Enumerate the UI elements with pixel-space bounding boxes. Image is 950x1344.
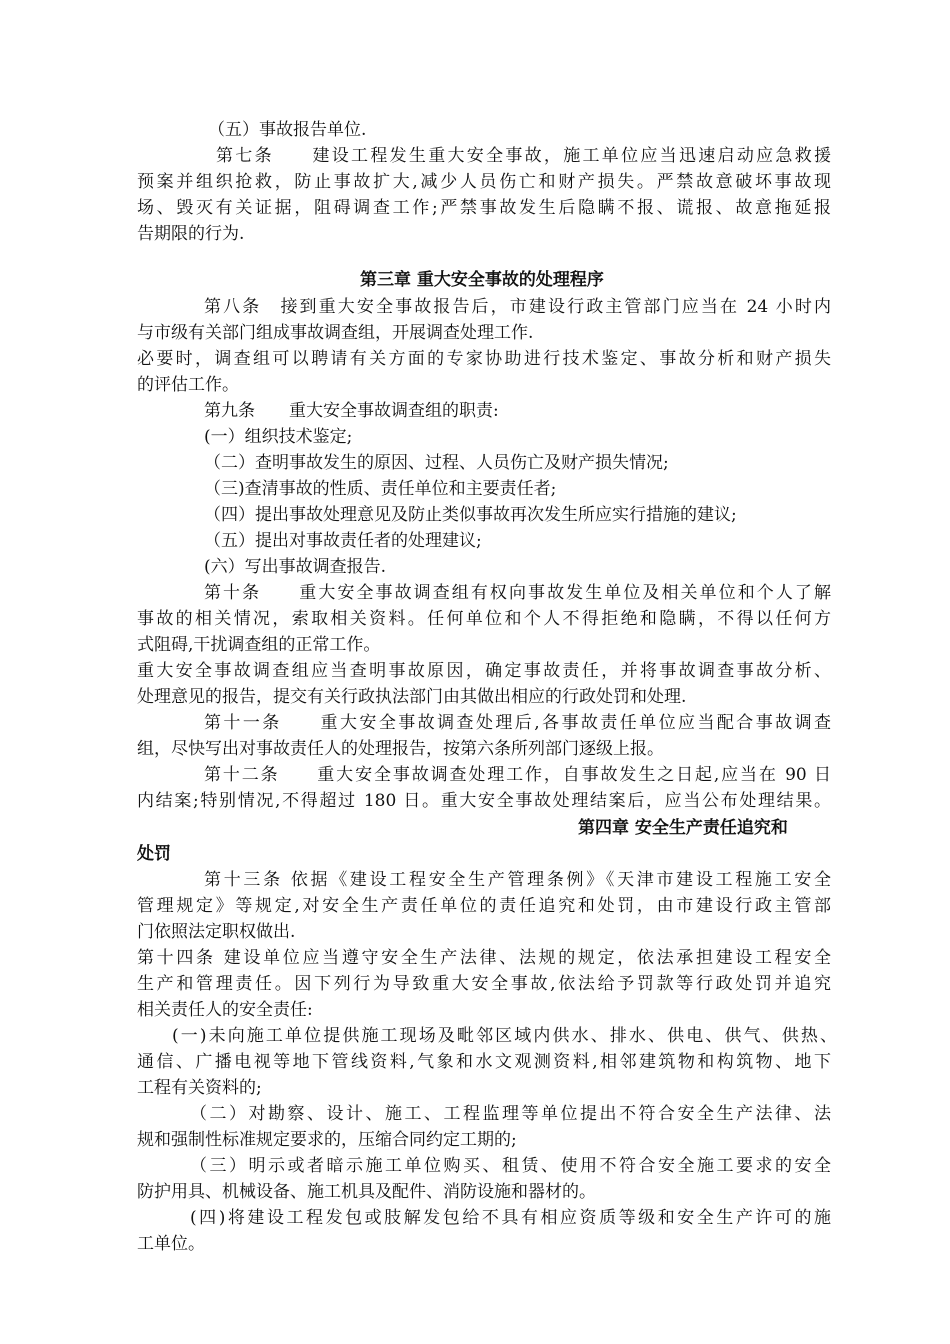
paragraph-line: 通信、广播电视等地下管线资料,气象和水文观测资料,相邻建筑物和构筑物、地下 (137, 1052, 831, 1072)
paragraph-line: 工程有关资料的; (137, 1078, 262, 1098)
chapter-4-heading: 第四章 安全生产责任追究和 (578, 818, 788, 838)
paragraph-line: 门依照法定职权做出. (137, 922, 296, 942)
list-item: (六）写出事故调查报告. (204, 557, 387, 577)
paragraph-line: 处理意见的报告，提交有关行政执法部门由其做出相应的行政处罚和处理. (137, 687, 687, 707)
article-10-line: 第十条 重大安全事故调查组有权向事故发生单位及相关单位和个人了解 (204, 583, 831, 603)
paragraph-line: 的评估工作。 (137, 375, 239, 395)
list-item: (一)未向施工单位提供施工现场及毗邻区域内供水、排水、供电、供气、供热、 (172, 1026, 837, 1046)
paragraph-line: 生产和管理责任。因下列行为导致重大安全事故,依法给予罚款等行政处罚并追究 (137, 974, 831, 994)
paragraph-line: 相关责任人的安全责任: (137, 1000, 313, 1020)
article-12-line: 第十二条 重大安全事故调查处理工作，自事故发生之日起,应当在 90 日 (204, 765, 831, 785)
list-item: （三）明示或者暗示施工单位购买、租赁、使用不符合安全施工要求的安全 (190, 1156, 831, 1176)
paragraph-line: 与市级有关部门组成事故调查组，开展调查处理工作. (137, 323, 534, 343)
list-item: (一）组织技术鉴定; (204, 427, 353, 447)
paragraph-line: 事故的相关情况，索取相关资料。任何单位和个人不得拒绝和隐瞒，不得以任何方 (137, 609, 831, 629)
list-item: （二）对勘察、设计、施工、工程监理等单位提出不符合安全生产法律、法 (190, 1104, 831, 1124)
paragraph-line: 必要时，调查组可以聘请有关方面的专家协助进行技术鉴定、事故分析和财产损失 (137, 349, 831, 369)
paragraph-line: 式阻碍,干扰调查组的正常工作。 (137, 635, 381, 655)
chapter-3-heading: 第三章 重大安全事故的处理程序 (360, 270, 604, 290)
paragraph-line: 内结案;特别情况,不得超过 180 日。重大安全事故处理结案后，应当公布处理结果。 (137, 791, 831, 811)
paragraph-line: 重大安全事故调查组应当查明事故原因，确定事故责任，并将事故调查事故分析、 (137, 661, 831, 681)
article-9-line: 第九条 重大安全事故调查组的职责: (204, 401, 499, 421)
paragraph-line: 场、毁灭有关证据，阻碍调查工作;严禁事故发生后隐瞒不报、谎报、故意拖延报 (137, 198, 831, 218)
paragraph-line: 告期限的行为. (137, 224, 245, 244)
list-item: （四）提出事故处理意见及防止类似事故再次发生所应实行措施的建议; (204, 505, 737, 525)
list-item: （二）查明事故发生的原因、过程、人员伤亡及财产损失情况; (204, 453, 669, 473)
article-7-line: 第七条 建设工程发生重大安全事故，施工单位应当迅速启动应急救援 (216, 146, 831, 166)
chapter-4-heading-cont: 处罚 (137, 844, 171, 864)
paragraph-line: 管理规定》等规定,对安全生产责任单位的责任追究和处罚，由市建设行政主管部 (137, 896, 831, 916)
paragraph-line: （五）事故报告单位. (208, 120, 367, 140)
paragraph-line: 组，尽快写出对事故责任人的处理报告，按第六条所列部门逐级上报。 (137, 739, 664, 759)
paragraph-line: 工单位。 (137, 1234, 205, 1254)
paragraph-line: 规和强制性标准规定要求的，压缩合同约定工期的; (137, 1130, 517, 1150)
paragraph-line: 预案并组织抢救，防止事故扩大,减少人员伤亡和财产损失。严禁故意破坏事故现 (137, 172, 831, 192)
list-item: （五）提出对事故责任者的处理建议; (204, 531, 482, 551)
article-14-line: 第十四条 建设单位应当遵守安全生产法律、法规的规定，依法承担建设工程安全 (137, 948, 831, 968)
article-8-line: 第八条 接到重大安全事故报告后，市建设行政主管部门应当在 24 小时内 (204, 297, 831, 317)
paragraph-line: 防护用具、机械设备、施工机具及配件、消防设施和器材的。 (137, 1182, 596, 1202)
article-11-line: 第十一条 重大安全事故调查处理后,各事故责任单位应当配合事故调查 (204, 713, 831, 733)
article-13-line: 第十三条 依据《建设工程安全生产管理条例》《天津市建设工程施工安全 (204, 870, 831, 890)
list-item: （三)查清事故的性质、责任单位和主要责任者; (204, 479, 557, 499)
list-item: (四)将建设工程发包或肢解发包给不具有相应资质等级和安全生产许可的施 (190, 1208, 831, 1228)
